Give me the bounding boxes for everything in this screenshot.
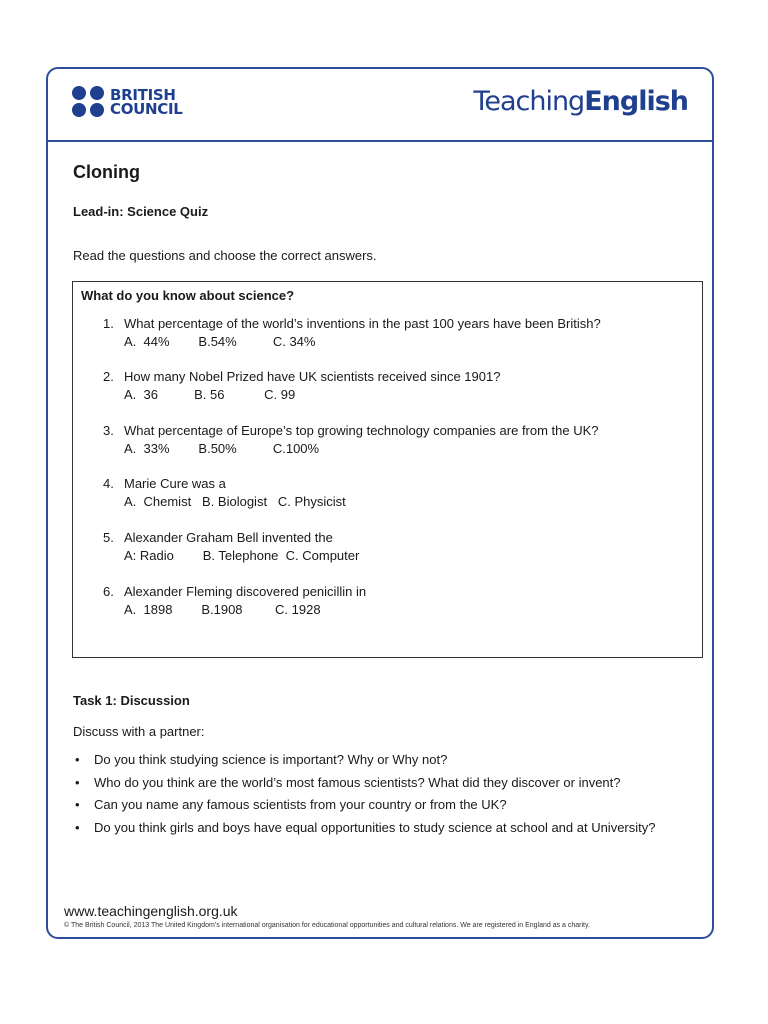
quiz-answers: A. 33% B.50% C.100% [124, 441, 320, 456]
quiz-answers: A. 36 B. 56 C. 99 [124, 387, 296, 402]
quiz-answers: A: Radio B. Telephone C. Computer [124, 548, 360, 563]
british-council-dots-icon [72, 86, 104, 117]
footer-copyright: © The British Council, 2013 The United Kingdom’s international organisation for educational opportunities and cultural relations. We are registered in England as a charity. [64, 922, 590, 929]
quiz-instructions: Read the questions and choose the correct answers. [73, 248, 377, 263]
quiz-question: 5. Alexander Graham Bell invented the A: Radio B. Telephone C. Computer [103, 530, 360, 563]
list-item: • Do you think girls and boys have equal opportunities to study science at school and at University? [73, 820, 693, 836]
quiz-question: 6. Alexander Fleming discovered penicillin in A. 1898 B.1908 C. 1928 [103, 584, 367, 617]
header-divider [48, 140, 714, 142]
british-council-wordmark: BRITISH COUNCIL [110, 85, 183, 118]
quiz-question: 1. What percentage of the world’s inventions in the past 100 years have been British? A. 44% B.54% C. 34% [103, 316, 601, 349]
quiz-question: 4. Marie Cure was a A. Chemist B. Biologist C. Physicist [103, 476, 346, 509]
teaching-english-logo: TeachingEnglish [473, 86, 688, 117]
quiz-box [72, 281, 703, 658]
task-instructions: Discuss with a partner: [73, 724, 205, 739]
list-item: • Do you think studying science is important? Why or Why not? [73, 752, 693, 768]
list-item: • Who do you think are the world’s most famous scientists? What did they discover or invent? [73, 775, 693, 791]
quiz-heading: What do you know about science? [81, 288, 295, 303]
section-subtitle: Lead-in: Science Quiz [73, 204, 209, 219]
british-council-logo [72, 86, 183, 117]
quiz-answers: A. 1898 B.1908 C. 1928 [124, 602, 321, 617]
task-title: Task 1: Discussion [73, 693, 190, 708]
list-item: • Can you name any famous scientists from your country or from the UK? [73, 797, 693, 813]
quiz-answers: A. Chemist B. Biologist C. Physicist [124, 494, 346, 509]
quiz-answers: A. 44% B.54% C. 34% [124, 334, 316, 349]
discussion-list [73, 752, 693, 842]
quiz-question: 2. How many Nobel Prized have UK scientists received since 1901? A. 36 B. 56 C. 99 [103, 369, 501, 402]
quiz-question: 3. What percentage of Europe’s top growing technology companies are from the UK? A. 33% B.50% C.100% [103, 423, 599, 456]
footer-url-link[interactable]: www.teachingenglish.org.uk [64, 903, 238, 919]
page-title: Cloning [73, 162, 140, 182]
